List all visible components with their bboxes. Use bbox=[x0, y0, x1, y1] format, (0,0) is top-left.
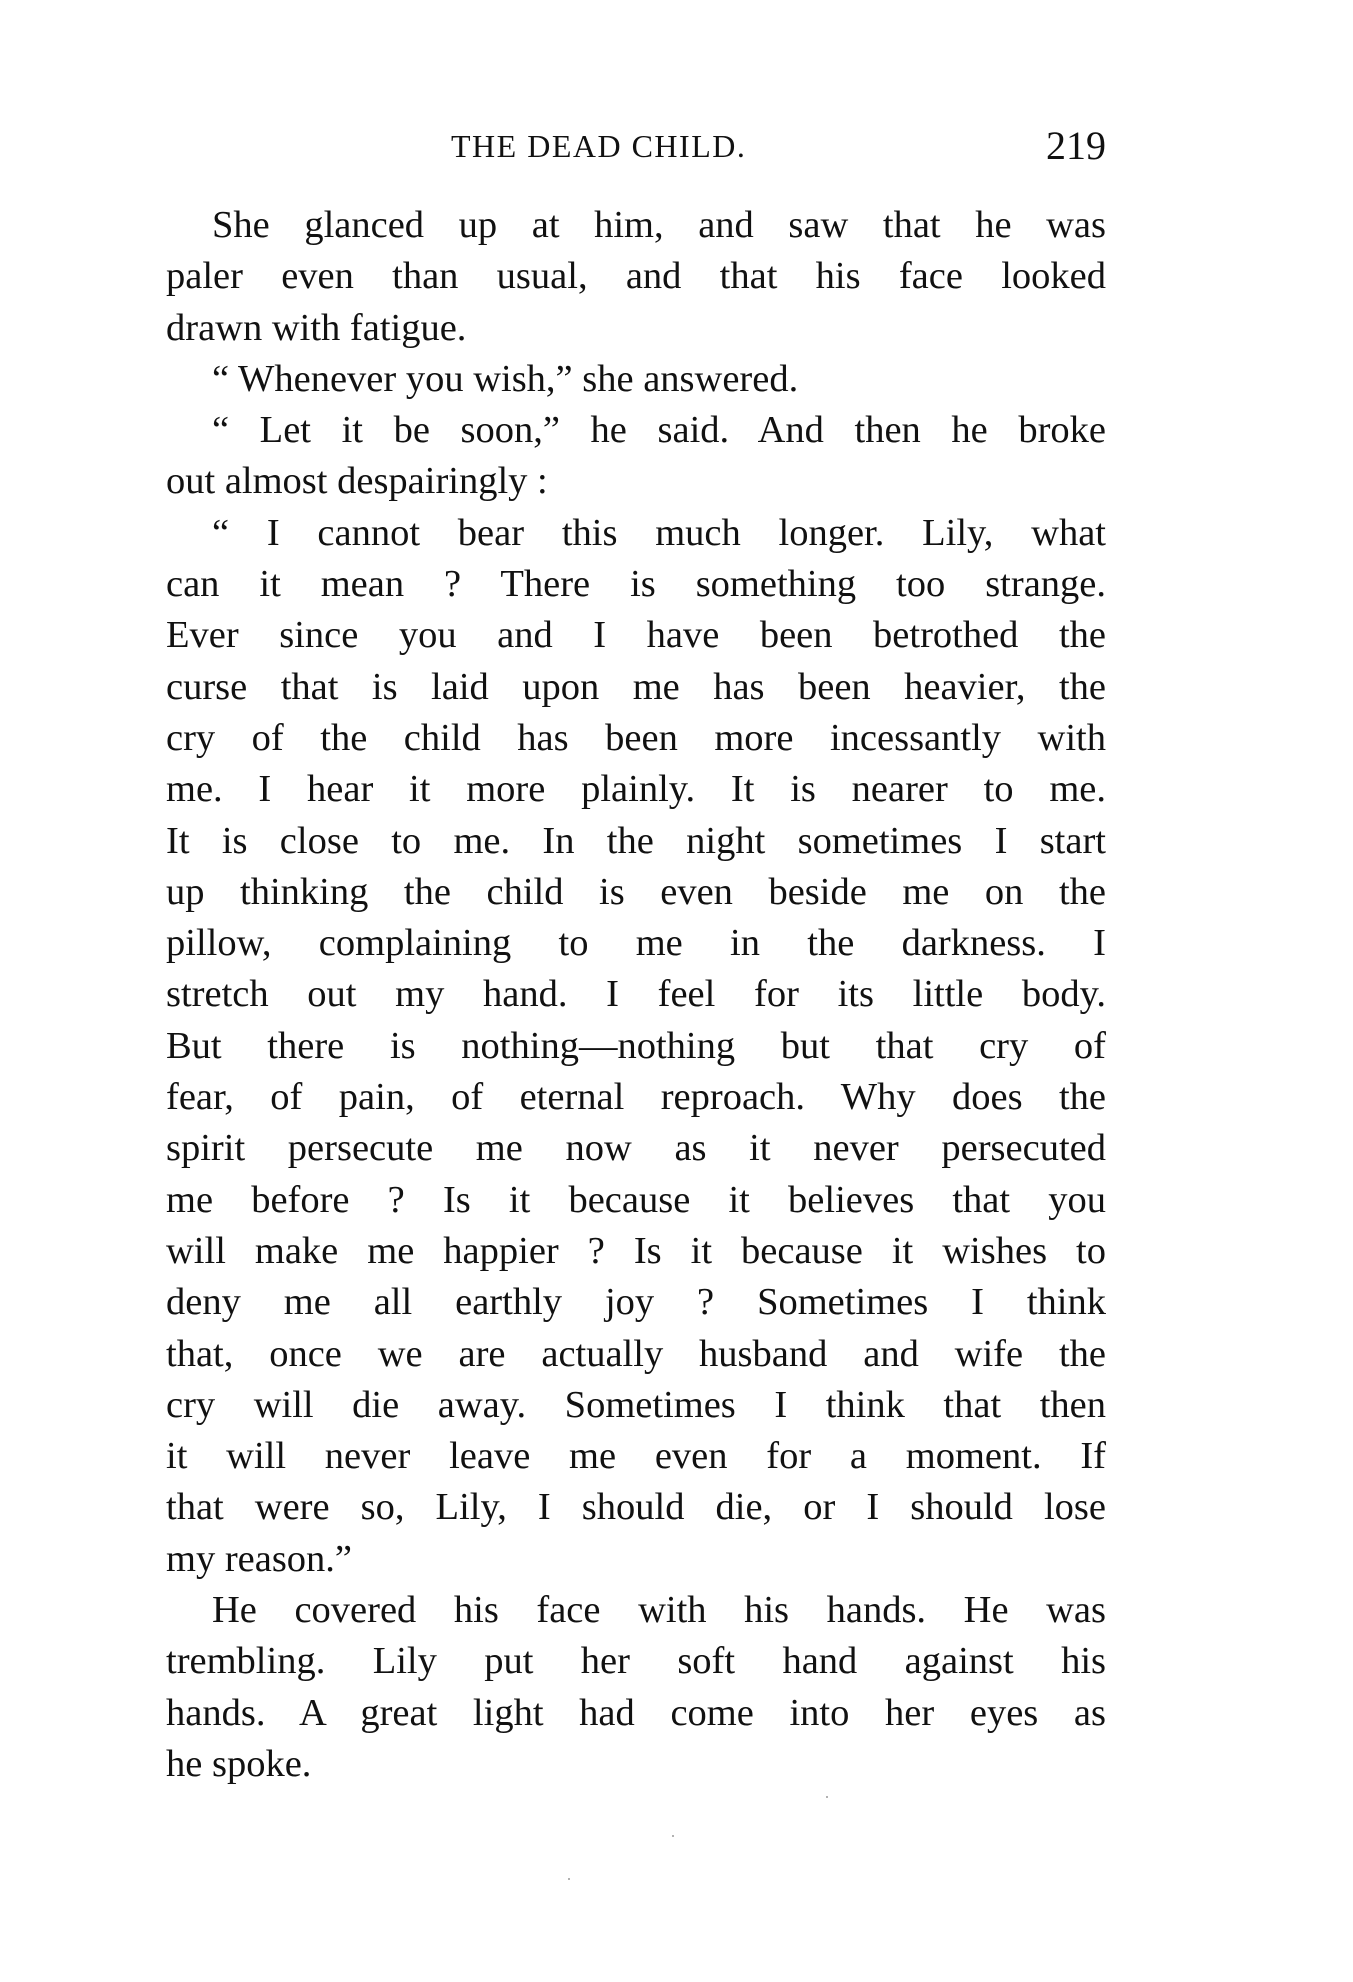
page-header bbox=[166, 118, 1106, 178]
text-line: drawn with fatigue. bbox=[166, 306, 467, 349]
text-line: he spoke. bbox=[166, 1742, 312, 1785]
text-line: cry of the child has been more incessantly with bbox=[166, 716, 1106, 759]
text-line: fear, of pain, of eternal reproach. Why does the bbox=[166, 1076, 1106, 1119]
text-line: it will never leave me even for a moment. If bbox=[166, 1435, 1106, 1478]
text-line: my reason.” bbox=[166, 1537, 353, 1580]
text-line: He covered his face with his hands. He was bbox=[212, 1589, 1106, 1632]
text-line: stretch out my hand. I feel for its little body. bbox=[166, 973, 1106, 1016]
text-line: “ Let it be soon,” he said. And then he broke bbox=[212, 409, 1106, 452]
text-line: paler even than usual, and that his face looked bbox=[166, 255, 1106, 298]
text-line: out almost despairingly : bbox=[166, 460, 548, 503]
text-line: trembling. Lily put her soft hand against his bbox=[166, 1640, 1106, 1683]
paper-speck bbox=[568, 1878, 570, 1880]
text-line: hands. A great light had come into her eyes as bbox=[166, 1691, 1106, 1734]
body-text bbox=[166, 200, 1106, 1790]
text-line: me before ? Is it because it believes that you bbox=[166, 1178, 1106, 1221]
text-line: me. I hear it more plainly. It is nearer to me. bbox=[166, 768, 1106, 811]
text-line: will make me happier ? Is it because it wishes to bbox=[166, 1229, 1106, 1272]
text-line: spirit persecute me now as it never persecuted bbox=[166, 1127, 1106, 1170]
text-line: up thinking the child is even beside me on the bbox=[166, 870, 1106, 913]
text-line: cry will die away. Sometimes I think that then bbox=[166, 1383, 1106, 1426]
text-line: It is close to me. In the night sometimes I start bbox=[166, 819, 1106, 862]
page-number: 219 bbox=[1046, 123, 1106, 168]
text-line: curse that is laid upon me has been heavier, the bbox=[166, 665, 1106, 708]
text-line: “ Whenever you wish,” she answered. bbox=[212, 357, 799, 400]
running-title: THE DEAD CHILD. bbox=[451, 128, 747, 164]
paper-speck bbox=[672, 1835, 674, 1837]
text-line: But there is nothing—nothing but that cry of bbox=[166, 1024, 1106, 1067]
text-line: Ever since you and I have been betrothed the bbox=[166, 614, 1106, 657]
text-line: She glanced up at him, and saw that he was bbox=[212, 204, 1106, 246]
text-line: pillow, complaining to me in the darkness. I bbox=[166, 922, 1106, 965]
text-line: that were so, Lily, I should die, or I should lose bbox=[166, 1486, 1106, 1529]
text-line: “ I cannot bear this much longer. Lily, what bbox=[212, 511, 1106, 554]
paper-speck bbox=[826, 1796, 828, 1798]
text-line: deny me all earthly joy ? Sometimes I think bbox=[166, 1281, 1106, 1324]
text-line: can it mean ? There is something too strange. bbox=[166, 563, 1106, 606]
text-line: that, once we are actually husband and wife the bbox=[166, 1332, 1106, 1375]
